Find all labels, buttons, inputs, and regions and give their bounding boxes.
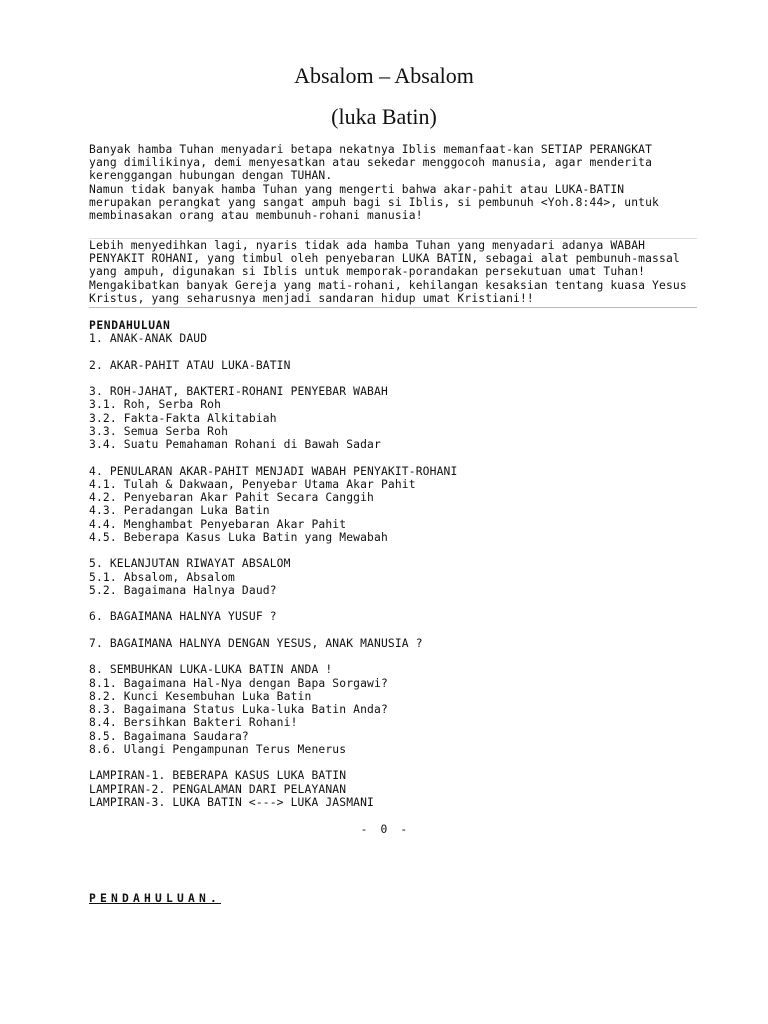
toc-spacer <box>89 345 709 358</box>
table-of-contents <box>89 319 709 809</box>
toc-subsection: 8.6. Ulangi Pengampunan Terus Menerus <box>89 742 347 756</box>
toc-chapter: 5. KELANJUTAN RIWAYAT ABSALOM <box>89 557 291 571</box>
document-title: Absalom – Absalom <box>294 63 474 88</box>
toc-spacer <box>89 624 709 637</box>
toc-subsection: 8.1. Bagaimana Hal-Nya dengan Bapa Sorgawi? <box>89 676 388 690</box>
intro-line: kerenggangan hubungan dengan TUHAN. <box>89 169 333 183</box>
intro-line: merupakan perangkat yang sangat ampuh bagi si Iblis, si pembunuh <Yoh.8:44>, untuk <box>89 195 660 209</box>
toc-spacer <box>89 597 709 610</box>
document-subtitle: (luka Batin) <box>331 104 437 129</box>
toc-chapter: 4. PENULARAN AKAR-PAHIT MENJADI WABAH PENYAKIT-ROHANI <box>89 464 458 478</box>
intro-line: Banyak hamba Tuhan menyadari betapa nekatnya Iblis memanfaat-kan SETIAP PERANGKAT <box>89 143 653 156</box>
toc-subsection: 5.1. Absalom, Absalom <box>89 570 235 584</box>
intro-line: membinasakan orang atau membunuh-rohani manusia! <box>89 208 423 222</box>
highlighted-line: yang ampuh, digunakan si Iblis untuk memporak-porandakan persekutuan umat Tuhan! <box>89 265 646 279</box>
toc-chapter: 3. ROH-JAHAT, BAKTERI-ROHANI PENYEBAR WABAH <box>89 385 388 399</box>
toc-subsection: 4.4. Menghambat Penyebaran Akar Pahit <box>89 517 347 531</box>
toc-spacer <box>89 451 709 464</box>
toc-chapter: LAMPIRAN-1. BEBERAPA KASUS LUKA BATIN <box>89 769 347 783</box>
highlighted-line: Lebih menyedihkan lagi, nyaris tidak ada hamba Tuhan yang menyadari adanya WABAH <box>89 239 646 252</box>
highlighted-line: PENYAKIT ROHANI, yang timbul oleh penyebaran LUKA BATIN, sebagai alat pembunuh-massal <box>89 252 680 266</box>
highlighted-paragraph <box>89 238 697 308</box>
toc-subsection: 3.1. Roh, Serba Roh <box>89 398 222 412</box>
toc-chapter: 8. SEMBUHKAN LUKA-LUKA BATIN ANDA ! <box>89 663 333 677</box>
toc-subsection: 8.5. Bagaimana Saudara? <box>89 729 249 743</box>
toc-spacer <box>89 756 709 769</box>
section-separator: - 0 - <box>360 823 408 836</box>
toc-subsection: 5.2. Bagaimana Halnya Daud? <box>89 583 277 597</box>
toc-subsection: 3.2. Fakta-Fakta Alkitabiah <box>89 411 277 425</box>
toc-subsection: 8.2. Kunci Kesembuhan Luka Batin <box>89 689 312 703</box>
toc-subsection: 8.4. Bersihkan Bakteri Rohani! <box>89 716 298 730</box>
toc-subsection: 8.3. Bagaimana Status Luka-luka Batin Anda? <box>89 703 388 717</box>
intro-line: Namun tidak banyak hamba Tuhan yang mengerti bahwa akar-pahit atau LUKA-BATIN <box>89 182 625 196</box>
intro-paragraph <box>89 143 709 222</box>
toc-chapter: 7. BAGAIMANA HALNYA DENGAN YESUS, ANAK MANUSIA ? <box>89 636 423 650</box>
toc-subsection: 3.4. Suatu Pemahaman Rohani di Bawah Sadar <box>89 438 381 452</box>
toc-subsection: LAMPIRAN-3. LUKA BATIN <---> LUKA JASMANI <box>89 795 375 809</box>
toc-subsection: 4.2. Penyebaran Akar Pahit Secara Canggih <box>89 491 375 505</box>
toc-subsection: 4.1. Tulah & Dakwaan, Penyebar Utama Akar Pahit <box>89 477 416 491</box>
toc-chapter: 6. BAGAIMANA HALNYA YUSUF ? <box>89 610 277 624</box>
toc-chapter: 1. ANAK-ANAK DAUD <box>89 332 208 346</box>
highlighted-line: Kristus, yang seharusnya menjadi sandaran hidup umat Kristiani!! <box>89 291 534 305</box>
toc-spacer <box>89 372 709 385</box>
toc-subsection: 3.3. Semua Serba Roh <box>89 424 229 438</box>
highlighted-line: Mengakibatkan banyak Gereja yang mati-rohani, kehilangan kesaksian tentang kuasa Yesus <box>89 278 687 292</box>
toc-heading: PENDAHULUAN <box>89 319 171 332</box>
toc-chapter: 2. AKAR-PAHIT ATAU LUKA-BATIN <box>89 358 291 372</box>
toc-subsection: LAMPIRAN-2. PENGALAMAN DARI PELAYANAN <box>89 782 347 796</box>
toc-subsection: 4.3. Peradangan Luka Batin <box>89 504 270 518</box>
intro-line: yang dimilikinya, demi menyesatkan atau sekedar menggocoh manusia, agar menderita <box>89 156 653 170</box>
toc-spacer <box>89 650 709 663</box>
toc-subsection: 4.5. Beberapa Kasus Luka Batin yang Mewabah <box>89 530 388 544</box>
section-heading: PENDAHULUAN. <box>89 892 222 905</box>
toc-spacer <box>89 544 709 557</box>
